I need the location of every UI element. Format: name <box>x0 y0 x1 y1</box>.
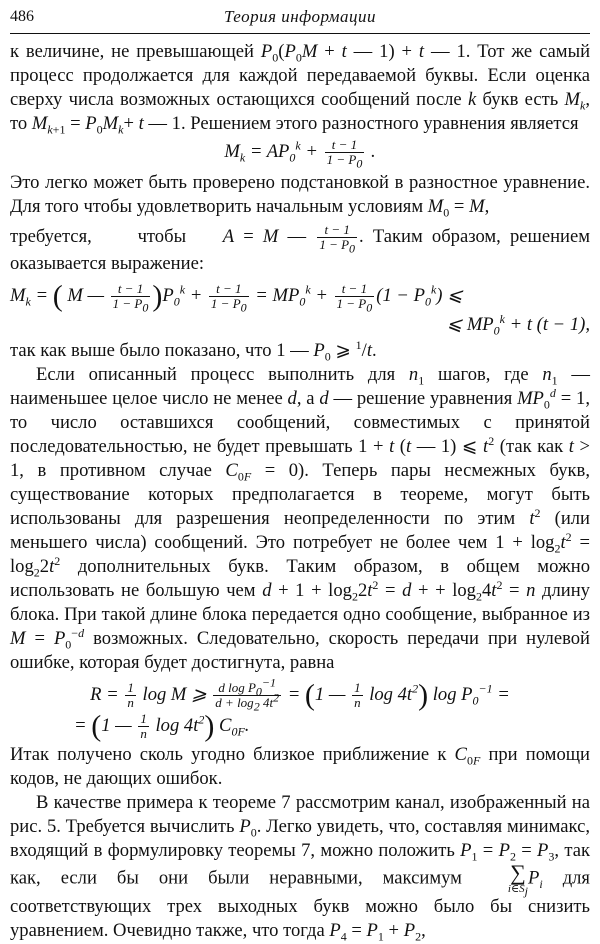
paragraph-3: так как выше было показано, что 1 — $P_0$ ⩾ $^1$/t. <box>10 337 377 364</box>
equation-2-line-1: $M_k$ = ( M — $\frac{t - 1}{1 - P_0}$ )$P_0^k$ + $\frac{t - 1}{1 - P_0}$ = $MP_0^k$ + $\frac{t - 1}{1 - P_0}$ $(1 - P_0^k)$ ⩽ <box>10 279 463 315</box>
equation-3-line-1: R = $\frac{1}{n}$ log M ⩾ $\frac{d \log P_0^{-1}}{d + \log_2 4t^2}$ = (1 — $\frac{1}{n}$ $\log 4t^2$) $\log P_0^{-1}$ = <box>90 675 510 714</box>
running-title: Теория информации <box>223 7 377 26</box>
page-body <box>10 40 590 943</box>
page-number: 486 <box>10 8 34 25</box>
paragraph-2-cont: требуется, чтобы A = M — $\frac{t - 1}{1 - P_0}$ . Таким образом, решением оказывается выражение: <box>10 222 591 274</box>
page-header <box>10 6 590 32</box>
paragraph-4: Если описанный процесс выполнить для $n_1$ шагов, где $n_1$ — наименьшее целое число не менее d, а d — решение уравнения $MP_0^d = 1$, то число оставшихся сообщений, совместимых с принятой последовательностью, не будет превышать 1 + t (t — 1) ⩽ $t^2$ (так как t > 1, в противном случае $C_{0F} = 0$). Теперь пары несмежных букв, существование которых предполагается в теореме, могут быть использованы для разрешения неопределенности по этим $t^2$ (или меньшего числа) сообщений. Это потребует не более чем $1 + \log_2t^2 = \log_22t^2$ дополнительных букв. Таким образом, в общем можно использовать не большую чем $d + 1 + \log_22t^2 = d$ + + $\log_24t^2 = n$ длину блока. При такой длине блока передается одно сообщение, выбранное из $M = P_0^{-d}$ возможных. Следовательно, скорость передачи при нулевой ошибке, которая будет достигнута, равна <box>10 364 591 673</box>
paragraph-5: Итак получено сколь угодно близкое приближение к $C_{0F}$ при помощи кодов, не дающих ошибок. <box>10 744 591 789</box>
equation-2-line-2: ⩽ $MP_0^k + t$ (t − 1), <box>446 311 590 338</box>
paragraph-2: Это легко может быть проверено подстановкой в разностное уравнение. Для того чтобы удовлетворить начальным условиям $M_0 = M$, <box>10 172 590 220</box>
paragraph-6: В качестве примера к теореме 7 рассмотрим канал, изображенный на рис. 5. Требуется вычислить $P_0$. Легко увидеть, что, составляя минимакс, входящий в формулировку теоремы 7, можно положить $P_1 = P_2 = P_3$, так как, если бы они были неравными, максимум ∑ $i\in S_j$ $P_i$ для соответствующих трех выходных букв можно было бы снизить уравнением. Очевидно также, что тогда $P_4 = P_1 + P_2$, <box>10 792 590 944</box>
sum-symbol: ∑ $i\in S_j$ <box>507 860 528 899</box>
equation-1: $M_k = AP_0^k$ + $\frac{t - 1}{1 - P_0}$ . <box>224 137 376 171</box>
equation-3-line-2: = (1 — $\frac{1}{n}$ $\log 4t^2$) $C_{0F}$. <box>74 709 250 743</box>
paragraph-1: к величине, не превышающей $P_0(P_0M + t$ — 1) + t — 1. Тот же самый процесс продолжается для каждой передаваемой буквы. Если оценка сверху числа возможных остающихся сообщений после k букв есть $M_k$, то $M_{k+1} = P_0M_k+ t$ — 1. Решением этого разностного уравнения является <box>10 41 591 137</box>
header-rule <box>10 33 590 34</box>
